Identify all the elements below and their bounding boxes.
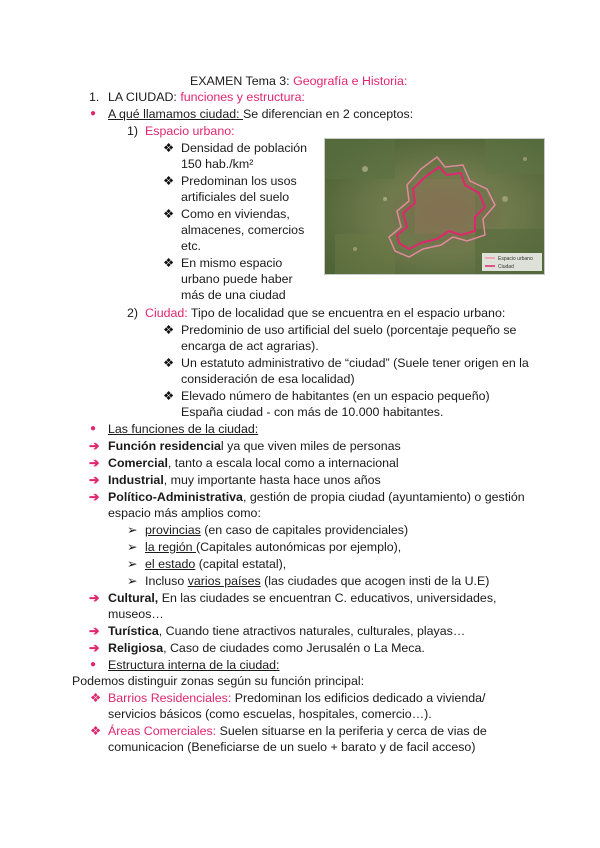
areas-comerciales: Áreas Comerciales: Suelen situarse en la periferia y cerca de vias de	[108, 724, 487, 738]
politico-sub-estado: el estado (capital estatal),	[145, 557, 287, 571]
espacio-item-3-line-2: almacenes, comercios	[181, 223, 305, 237]
diamond-icon: ❖	[163, 323, 175, 337]
diamond-icon: ❖	[90, 724, 102, 738]
diamond-icon: ❖	[163, 389, 175, 403]
politico-sub-paises: Incluso varios países (las ciudades que acogen insti de la U.E)	[145, 574, 490, 588]
estructura-title: Estructura interna de la ciudad:	[108, 658, 280, 672]
espacio-item-3-line-3: etc.	[181, 239, 201, 253]
bullet-icon: ●	[90, 423, 97, 434]
funciones-title: Las funciones de la ciudad:	[108, 422, 259, 436]
diamond-icon: ❖	[90, 691, 102, 705]
funcion-cultural: Cultural, En las ciudades se encuentran C. educativos, universidades,	[108, 591, 497, 605]
numbered-label: 1)	[127, 124, 139, 138]
areas-line-2: comunicacion (Beneficiarse de un suelo + barato y de facil acceso)	[108, 740, 476, 754]
question-ciudad: A qué llamamos ciudad: Se diferencian en 2 conceptos:	[108, 107, 414, 121]
espacio-item-4-line-3: más de una ciudad	[181, 288, 286, 302]
arrow-icon: ➔	[89, 591, 100, 605]
funcion-cultural-line-2: museos…	[108, 607, 164, 621]
diamond-icon: ❖	[163, 256, 175, 270]
espacio-urbano-label: Espacio urbano:	[145, 124, 235, 138]
barrios-residenciales: Barrios Residenciales: Predominan los edificios dedicado a vivienda/	[108, 691, 486, 705]
page-title: EXAMEN Tema 3: Geografía e Historia:	[190, 74, 408, 88]
arrow-icon: ➔	[89, 490, 100, 504]
bullet-icon: ●	[90, 108, 97, 119]
politico-sub-provincias: provincias (en caso de capitales providenciales)	[145, 523, 409, 537]
espacio-item-4-line-1: En mismo espacio	[181, 256, 283, 270]
arrow-icon: ➔	[89, 641, 100, 655]
aerial-map-image	[324, 138, 545, 275]
diamond-icon: ❖	[163, 207, 175, 221]
espacio-item-2-line-1: Predominan los usos	[181, 174, 297, 188]
espacio-item-1-line-1: Densidad de población	[181, 141, 308, 155]
estructura-intro: Podemos distinguir zonas según su función principal:	[72, 674, 365, 688]
diamond-icon: ❖	[163, 141, 175, 155]
ciudad-item-2-line-2: consideración de esa localidad)	[181, 372, 355, 386]
funcion-residencial: Función residencial ya que viven miles de personas	[108, 439, 401, 453]
espacio-item-1-line-2: 150 hab./km²	[181, 157, 254, 171]
funcion-industrial: Industrial, muy importante hasta hace unos años	[108, 473, 381, 487]
bullet-icon: ●	[90, 659, 97, 670]
ciudad-item-3-line-1: Elevado número de habitantes (en un espacio pequeño)	[181, 389, 490, 403]
diamond-icon: ❖	[163, 356, 175, 370]
triangle-icon: ➢	[127, 557, 138, 571]
section-title: LA CIUDAD: funciones y estructura:	[108, 90, 305, 104]
diamond-icon: ❖	[163, 174, 175, 188]
funcion-turistica: Turística, Cuando tiene atractivos naturales, culturales, playas…	[108, 624, 466, 638]
legend-ciudad: Ciudad	[498, 264, 514, 270]
barrios-line-2: servicios básicos (como escuelas, hospitales, comercio…).	[108, 707, 432, 721]
ciudad-item-3-line-2: España ciudad - con más de 10.000 habitantes.	[181, 405, 444, 419]
funcion-politico-administrativa: Político-Administrativa, gestión de propia ciudad (ayuntamiento) o gestión	[108, 490, 525, 504]
numbered-label: 2)	[127, 306, 139, 320]
funcion-comercial: Comercial, tanto a escala local como a internacional	[108, 456, 399, 470]
funcion-religiosa: Religiosa, Caso de ciudades como Jerusalén o La Meca.	[108, 641, 425, 655]
politico-sub-region: la región (Capitales autonómicas por ejemplo),	[145, 540, 402, 554]
section-heading-ciudad: 1.	[89, 90, 100, 104]
arrow-icon: ➔	[89, 624, 100, 638]
espacio-item-3-line-1: Como en viviendas,	[181, 207, 290, 221]
triangle-icon: ➢	[127, 540, 138, 554]
ciudad-item-2-line-1: Un estatuto administrativo de “ciudad” (Suele tener origen en la	[181, 356, 529, 370]
legend-espacio-urbano: Espacio urbano	[498, 256, 533, 262]
arrow-icon: ➔	[89, 456, 100, 470]
funcion-politico-line-2: espacio más amplios como:	[108, 506, 261, 520]
espacio-item-2-line-2: artificiales del suelo	[181, 190, 290, 204]
triangle-icon: ➢	[127, 574, 138, 588]
ciudad-item-1-line-2: encarga de act agrarias).	[181, 339, 319, 353]
arrow-icon: ➔	[89, 473, 100, 487]
ciudad-item-1-line-1: Predominio de uso artificial del suelo (porcentaje pequeño se	[181, 323, 517, 337]
arrow-icon: ➔	[89, 439, 100, 453]
triangle-icon: ➢	[127, 523, 138, 537]
ciudad-definition: Ciudad: Tipo de localidad que se encuentra en el espacio urbano:	[145, 306, 506, 320]
espacio-item-4-line-2: urbano puede haber	[181, 272, 293, 286]
